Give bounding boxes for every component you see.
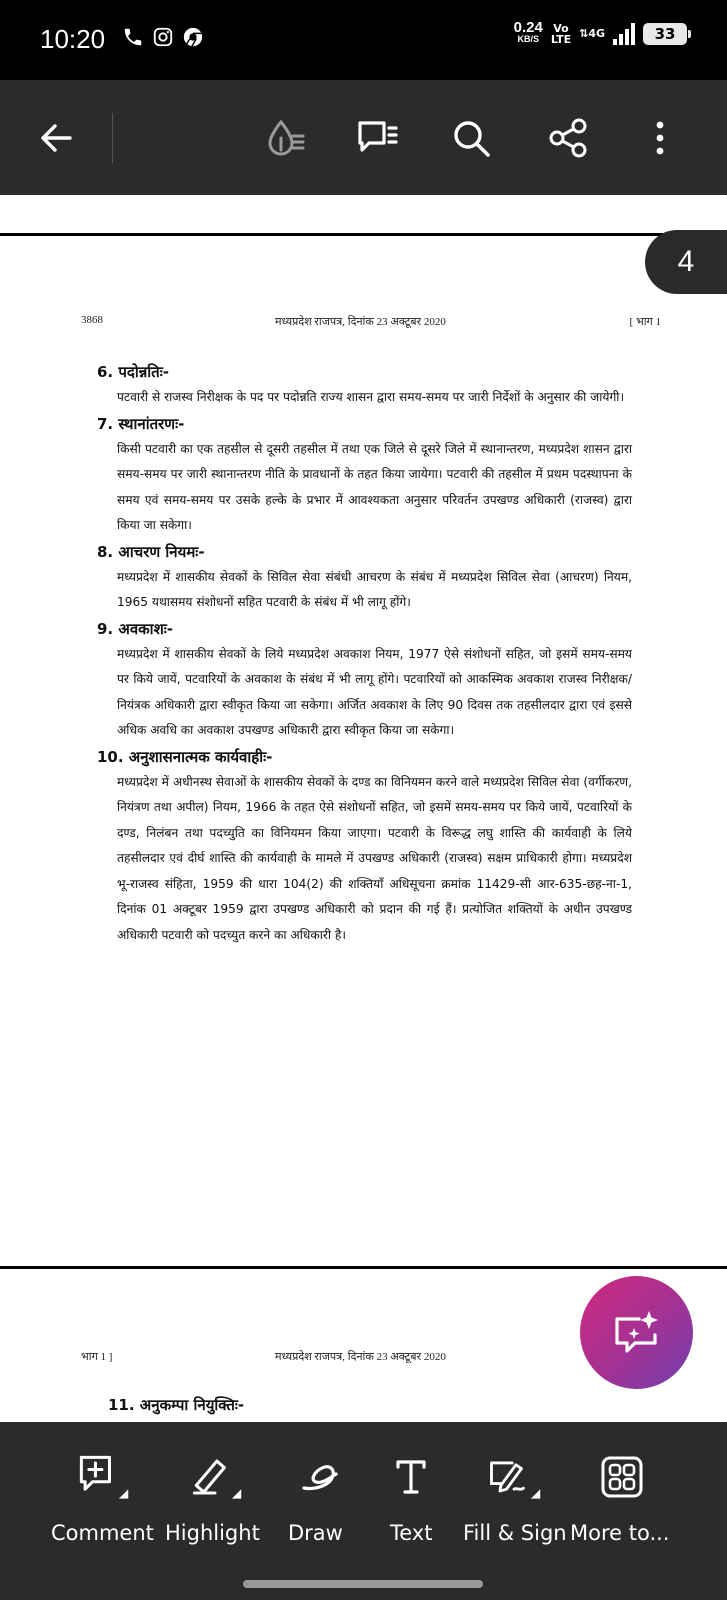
- more-tools-label: More to...: [570, 1521, 670, 1545]
- highlight-pen-icon: [185, 1452, 245, 1502]
- text-icon: [386, 1452, 436, 1502]
- section-body: मध्यप्रदेश में शासकीय सेवकों के लिये मध्यप्रदेश अवकाश नियम, 1977 ऐसे संशोधनों सहित, जो इसमें समय-समय पर किये जायें, पटवारियों के अवकाश के संबंध में भी लागू होंगे। पटवारियों को आकस्मिक अवकाश राजस्व निरीक्षक/ नियंत्रक अधिकारी द्वारा स्वीकृत किया जा सकेगा। अर्जित अवकाश के लिए 90 दिवस तक तहसीलदार द्वारा एवं इससे अधिक अवधि का अवकाश उपखण्ड अधिकारी द्वारा स्वीकृत किया जा सकेगा।: [117, 646, 632, 737]
- text-tool[interactable]: [370, 1422, 460, 1562]
- network-type: ⇅4G: [579, 27, 605, 40]
- toolbar-divider: [112, 113, 113, 163]
- comment-label: Comment: [51, 1521, 154, 1545]
- more-tools-button[interactable]: [570, 1422, 727, 1562]
- page-content: [97, 359, 632, 948]
- draw-label: Draw: [288, 1521, 343, 1545]
- section-6: [97, 362, 632, 411]
- back-button[interactable]: [28, 110, 84, 166]
- page-number-left: 3868: [81, 314, 103, 326]
- status-bar: [0, 0, 727, 80]
- section-10: [97, 747, 632, 949]
- status-time: 10:20: [40, 24, 106, 54]
- search-button[interactable]: [443, 110, 499, 166]
- gazette-header: मध्यप्रदेश राजपत्र, दिनांक 23 अक्टूबर 2020: [275, 316, 446, 328]
- page-break-border: [0, 1266, 727, 1269]
- signal-icon: [613, 23, 635, 45]
- comments-list-button[interactable]: [349, 110, 405, 166]
- comment-add-icon: [72, 1452, 132, 1502]
- ai-assistant-button[interactable]: [580, 1276, 693, 1389]
- battery-level: 33: [654, 24, 676, 43]
- draw-tool[interactable]: [270, 1422, 370, 1562]
- page-number-badge[interactable]: 4: [645, 230, 727, 294]
- pdf-document-view[interactable]: [0, 195, 727, 1422]
- network-speed-unit: KB/S: [517, 34, 540, 44]
- ai-assistant-sparkle-icon: [611, 1307, 663, 1359]
- section-heading: 8. आचरण नियमः-: [97, 542, 205, 561]
- fill-sign-tool[interactable]: [460, 1422, 570, 1562]
- gazette-header: मध्यप्रदेश राजपत्र, दिनांक 23 अक्टूबर 2020: [275, 1351, 446, 1363]
- part-label-left: भाग 1 ]: [81, 1351, 113, 1363]
- section-body: मध्यप्रदेश में अधीनस्थ सेवाओं के शासकीय सेवकों के दण्ड का विनियमन करने वाले मध्यप्रदेश सिविल सेवा (वर्गीकरण, नियंत्रण तथा अपील) नियम, 1966 के तहत ऐसे संशोधनों सहित, जो इसमें समय-समय पर किये जायें, पटवारियों के दण्ड, निलंबन तथा पदच्युति का विनियमन किया जाएगा। पटवारी के विरूद्ध लघु शास्ति की कार्यवाही के लिये तहसीलदार एवं दीर्घ शास्ति की कार्यवाही के मामले में उपखण्ड अधिकारी (राजस्व) सक्षम प्राधिकारी होगा। मध्यप्रदेश भू-राजस्व संहिता, 1959 की धारा 104(2) की शक्तियाँ अधिसूचना क्रमांक 11429-सी आर-635-छह-ना-1, दिनांक 01 अक्टूबर 1959 द्वारा उपखण्ड अधिकारी को प्रदान की गई हैं। प्रत्योजित शक्तियों के अधीन उपखण्ड अधिकारी पटवारी को पदच्युत करने का अधिकारी है।: [117, 774, 632, 942]
- fill-sign-icon: [484, 1452, 544, 1502]
- highlight-tool[interactable]: [160, 1422, 270, 1562]
- section-9: [97, 619, 632, 744]
- network-speed-value: 0.24: [513, 19, 543, 36]
- more-vertical-icon: [650, 116, 670, 160]
- section-8: [97, 542, 632, 616]
- instagram-icon: [152, 26, 174, 48]
- section-heading: 9. अवकाशः-: [97, 619, 174, 638]
- phone-icon: [122, 26, 144, 48]
- volte-bottom: LTE: [550, 32, 572, 46]
- more-tools-icon: [597, 1452, 647, 1502]
- network-speed: [513, 19, 543, 45]
- bottom-toolbar: [0, 1422, 727, 1600]
- status-system-icons: [513, 19, 687, 46]
- chrome-icon: [182, 26, 204, 48]
- share-button[interactable]: [540, 110, 596, 166]
- comment-list-icon: [355, 116, 399, 160]
- section-body: किसी पटवारी का एक तहसील से दूसरी तहसील में तथा एक जिले से दूसरे जिले में स्थानान्तरण, मध्यप्रदेश शासन द्वारा समय-समय पर जारी स्थानान्तरण नीति के प्रावधानों के तहत किया जायेगा। पटवारी की तहसील में प्रथम पदस्थापना के समय एवं समय-समय पर उसके हल्के के प्रभार में आवश्यकता अनुसार परिवर्तन उपखण्ड अधिकारी (राजस्व) द्वारा किया जा सकेगा।: [117, 441, 632, 532]
- page-top-border: [0, 233, 727, 236]
- part-label: [ भाग 1: [629, 316, 661, 328]
- liquid-mode-button[interactable]: [258, 110, 314, 166]
- volte-indicator: [551, 23, 571, 45]
- volte-top: Vo: [553, 21, 569, 35]
- section-heading: 10. अनुशासनात्मक कार्यवाहीः-: [97, 747, 273, 766]
- text-label: Text: [390, 1521, 433, 1545]
- fill-sign-label: Fill & Sign: [463, 1521, 567, 1545]
- more-options-button[interactable]: [632, 110, 688, 166]
- section-11-heading: 11. अनुकम्पा नियुक्तिः-: [108, 1396, 245, 1414]
- network-type-label: 4G: [588, 27, 605, 40]
- arrow-left-icon: [36, 118, 76, 158]
- section-heading: 7. स्थानांतरणः-: [97, 414, 185, 433]
- status-notification-icons: [122, 26, 204, 48]
- comment-tool[interactable]: [0, 1422, 160, 1562]
- home-gesture-bar[interactable]: [243, 1580, 483, 1588]
- draw-icon: [290, 1452, 346, 1502]
- section-body: मध्यप्रदेश में शासकीय सेवकों के सिविल सेवा संबंधी आचरण के संबंध में मध्यप्रदेश सिविल सेवा (आचरण) नियम, 1965 यथासमय संशोधनों सहित पटवारी के संबंध में भी लागू होंगे।: [117, 569, 632, 609]
- section-heading: 6. पदोन्नतिः-: [97, 363, 169, 381]
- section-body: पटवारी से राजस्व निरीक्षक के पद पर पदोन्नति राज्य शासन द्वारा समय-समय पर जारी निर्देशों के अनुसार की जायेगी।: [117, 390, 625, 404]
- top-toolbar: [0, 80, 727, 195]
- share-icon: [546, 116, 590, 160]
- liquid-mode-icon: [264, 116, 308, 160]
- highlight-label: Highlight: [165, 1521, 260, 1545]
- search-icon: [449, 116, 493, 160]
- battery-icon: [643, 23, 687, 45]
- section-7: [97, 414, 632, 539]
